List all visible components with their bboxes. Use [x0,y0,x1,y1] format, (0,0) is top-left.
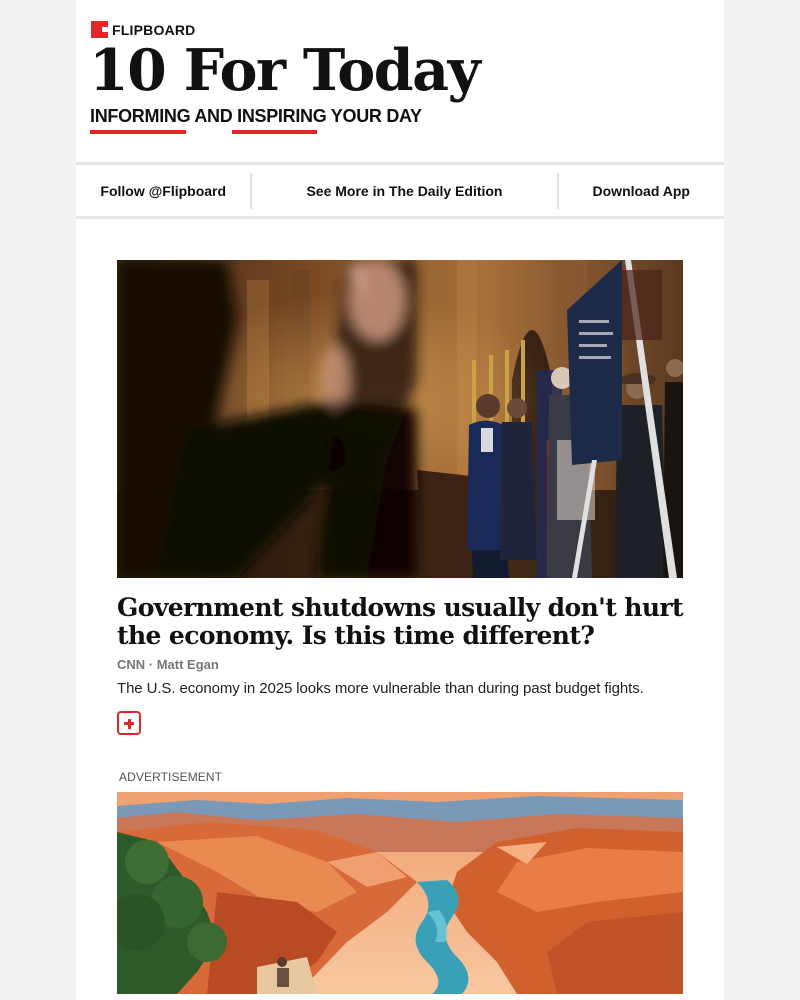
advertisement-label: ADVERTISEMENT [119,770,223,784]
tagline-underline [232,130,317,134]
article-card [117,260,683,994]
tagline-underline [90,130,186,134]
follow-flipboard-link[interactable]: Follow @Flipboard [100,182,227,199]
email-container [76,0,724,1000]
canyon-illustration [117,792,683,994]
nav-bar [76,165,724,219]
masthead [76,0,724,165]
article-image[interactable] [117,260,683,578]
daily-edition-link[interactable]: See More in The Daily Edition [250,173,558,209]
brand-name: FLIPBOARD [112,21,196,38]
add-to-magazine-button[interactable] [117,711,141,735]
press-conference-photo [117,260,683,578]
tagline [90,106,422,127]
article-byline: CNN · Matt Egan [117,657,219,672]
page-title: 10 For Today [89,37,480,104]
article-summary: The U.S. economy in 2025 looks more vulnerable than during past budget fights. [117,680,644,697]
tagline-text: INFORMING AND INSPIRING YOUR DAY [90,106,422,126]
article-headline[interactable]: Government shutdowns usually don't hurt the economy. Is this time different? [117,593,683,650]
download-app-link[interactable]: Download App [592,182,690,199]
advertisement-image[interactable] [117,792,683,994]
